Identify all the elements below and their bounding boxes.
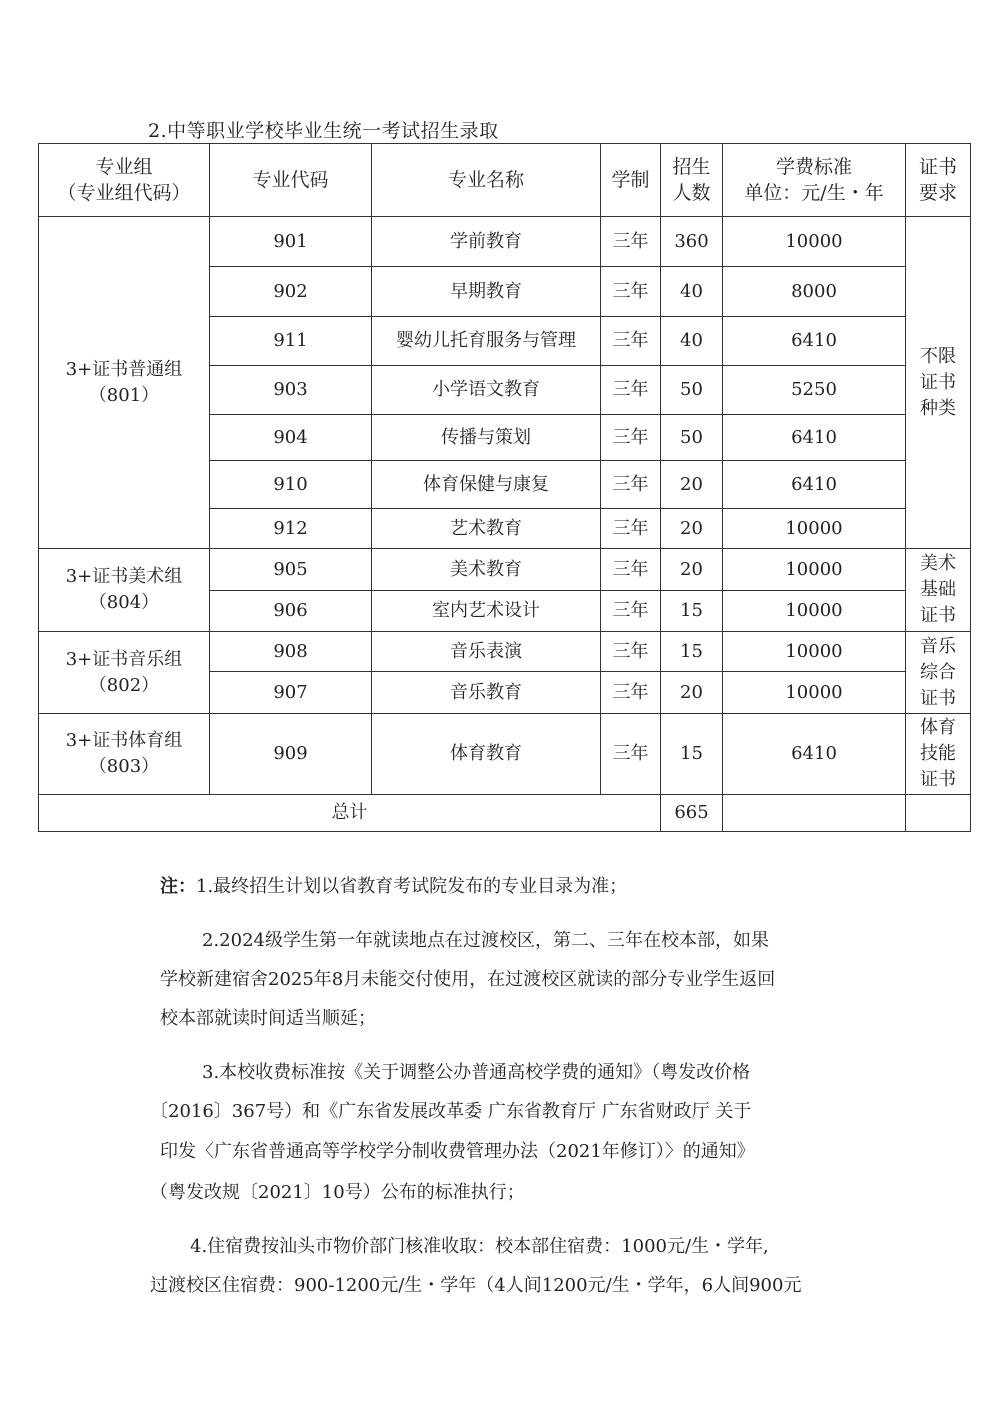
major-code: 906 bbox=[210, 591, 372, 632]
duration: 三年 bbox=[601, 366, 661, 415]
major-code: 907 bbox=[210, 672, 372, 714]
major-code: 912 bbox=[210, 509, 372, 549]
duration: 三年 bbox=[601, 267, 661, 317]
note-4-line1: 4.住宿费按汕头市物价部门核准收取：校本部住宿费：1000元/生・学年, bbox=[190, 1236, 769, 1257]
cert-requirement: 不限 证书 种类 bbox=[906, 217, 971, 549]
duration: 三年 bbox=[601, 714, 661, 795]
quota: 20 bbox=[661, 509, 723, 549]
fee: 6410 bbox=[723, 415, 906, 461]
enrollment-table bbox=[38, 143, 971, 832]
major-name: 室内艺术设计 bbox=[372, 591, 601, 632]
duration: 三年 bbox=[601, 591, 661, 632]
duration: 三年 bbox=[601, 632, 661, 672]
major-code: 901 bbox=[210, 217, 372, 267]
table-header-row bbox=[39, 144, 971, 217]
table-row bbox=[39, 714, 971, 795]
fee: 6410 bbox=[723, 714, 906, 795]
note-3-line2: 〔2016〕367号）和《广东省发展改革委 广东省教育厅 广东省财政厅 关于 bbox=[150, 1101, 752, 1122]
table-row bbox=[39, 632, 971, 672]
total-cert-empty bbox=[906, 795, 971, 832]
major-code: 904 bbox=[210, 415, 372, 461]
quota: 20 bbox=[661, 461, 723, 509]
duration: 三年 bbox=[601, 549, 661, 591]
header-fee: 学费标准 单位：元/生・年 bbox=[723, 144, 906, 217]
major-code: 908 bbox=[210, 632, 372, 672]
quota: 40 bbox=[661, 267, 723, 317]
cert-requirement: 美术 基础 证书 bbox=[906, 549, 971, 632]
note-4-line2: 过渡校区住宿费：900-1200元/生・学年（4人间1200元/生・学年，6人间900元 bbox=[150, 1275, 802, 1296]
cert-requirement: 体育 技能 证书 bbox=[906, 714, 971, 795]
header-group: 专业组 （专业组代码） bbox=[39, 144, 210, 217]
duration: 三年 bbox=[601, 415, 661, 461]
fee: 10000 bbox=[723, 591, 906, 632]
fee: 8000 bbox=[723, 267, 906, 317]
table-row bbox=[39, 217, 971, 267]
major-name: 小学语文教育 bbox=[372, 366, 601, 415]
duration: 三年 bbox=[601, 217, 661, 267]
major-name: 早期教育 bbox=[372, 267, 601, 317]
group-cell: 3+证书普通组 （801） bbox=[39, 217, 210, 549]
header-name: 专业名称 bbox=[372, 144, 601, 217]
duration: 三年 bbox=[601, 509, 661, 549]
duration: 三年 bbox=[601, 317, 661, 366]
group-cell: 3+证书体育组 （803） bbox=[39, 714, 210, 795]
major-code: 909 bbox=[210, 714, 372, 795]
major-name: 音乐教育 bbox=[372, 672, 601, 714]
major-name: 艺术教育 bbox=[372, 509, 601, 549]
fee: 10000 bbox=[723, 632, 906, 672]
major-name: 体育教育 bbox=[372, 714, 601, 795]
table-row bbox=[39, 549, 971, 591]
quota: 50 bbox=[661, 415, 723, 461]
duration: 三年 bbox=[601, 461, 661, 509]
fee: 5250 bbox=[723, 366, 906, 415]
group-cell: 3+证书美术组 （804） bbox=[39, 549, 210, 632]
fee: 10000 bbox=[723, 672, 906, 714]
major-code: 911 bbox=[210, 317, 372, 366]
header-code: 专业代码 bbox=[210, 144, 372, 217]
quota: 15 bbox=[661, 632, 723, 672]
note-3-line4: （粤发改规〔2021〕10号）公布的标准执行； bbox=[150, 1182, 525, 1203]
total-quota: 665 bbox=[661, 795, 723, 832]
total-row bbox=[39, 795, 971, 832]
total-label: 总计 bbox=[39, 795, 661, 832]
total-fee-empty bbox=[723, 795, 906, 832]
section-title: 2.中等职业学校毕业生统一考试招生录取 bbox=[148, 120, 499, 142]
cert-requirement: 音乐 综合 证书 bbox=[906, 632, 971, 714]
note-2-line2: 学校新建宿舍2025年8月未能交付使用，在过渡校区就读的部分专业学生返回 bbox=[160, 969, 776, 990]
note-3-line1: 3.本校收费标准按《关于调整公办普通高校学费的通知》（粤发改价格 bbox=[202, 1062, 751, 1083]
major-name: 婴幼儿托育服务与管理 bbox=[372, 317, 601, 366]
header-duration: 学制 bbox=[601, 144, 661, 217]
fee: 10000 bbox=[723, 509, 906, 549]
quota: 15 bbox=[661, 714, 723, 795]
quota: 50 bbox=[661, 366, 723, 415]
major-code: 910 bbox=[210, 461, 372, 509]
header-quota: 招生 人数 bbox=[661, 144, 723, 217]
fee: 6410 bbox=[723, 461, 906, 509]
major-code: 902 bbox=[210, 267, 372, 317]
duration: 三年 bbox=[601, 672, 661, 714]
fee: 6410 bbox=[723, 317, 906, 366]
note-3-line3: 印发〈广东省普通高等学校学分制收费管理办法（2021年修订）〉的通知》 bbox=[160, 1141, 755, 1162]
note-2-line3: 校本部就读时间适当顺延； bbox=[160, 1008, 376, 1029]
quota: 15 bbox=[661, 591, 723, 632]
header-cert: 证书 要求 bbox=[906, 144, 971, 217]
major-name: 美术教育 bbox=[372, 549, 601, 591]
quota: 20 bbox=[661, 672, 723, 714]
major-code: 903 bbox=[210, 366, 372, 415]
major-name: 音乐表演 bbox=[372, 632, 601, 672]
major-name: 传播与策划 bbox=[372, 415, 601, 461]
fee: 10000 bbox=[723, 549, 906, 591]
quota: 40 bbox=[661, 317, 723, 366]
group-cell: 3+证书音乐组 （802） bbox=[39, 632, 210, 714]
major-name: 体育保健与康复 bbox=[372, 461, 601, 509]
fee: 10000 bbox=[723, 217, 906, 267]
note-1: 注：1.最终招生计划以省教育考试院发布的专业目录为准； bbox=[160, 876, 628, 897]
major-name: 学前教育 bbox=[372, 217, 601, 267]
note-2-line1: 2.2024级学生第一年就读地点在过渡校区，第二、三年在校本部，如果 bbox=[202, 930, 769, 951]
quota: 360 bbox=[661, 217, 723, 267]
major-code: 905 bbox=[210, 549, 372, 591]
quota: 20 bbox=[661, 549, 723, 591]
